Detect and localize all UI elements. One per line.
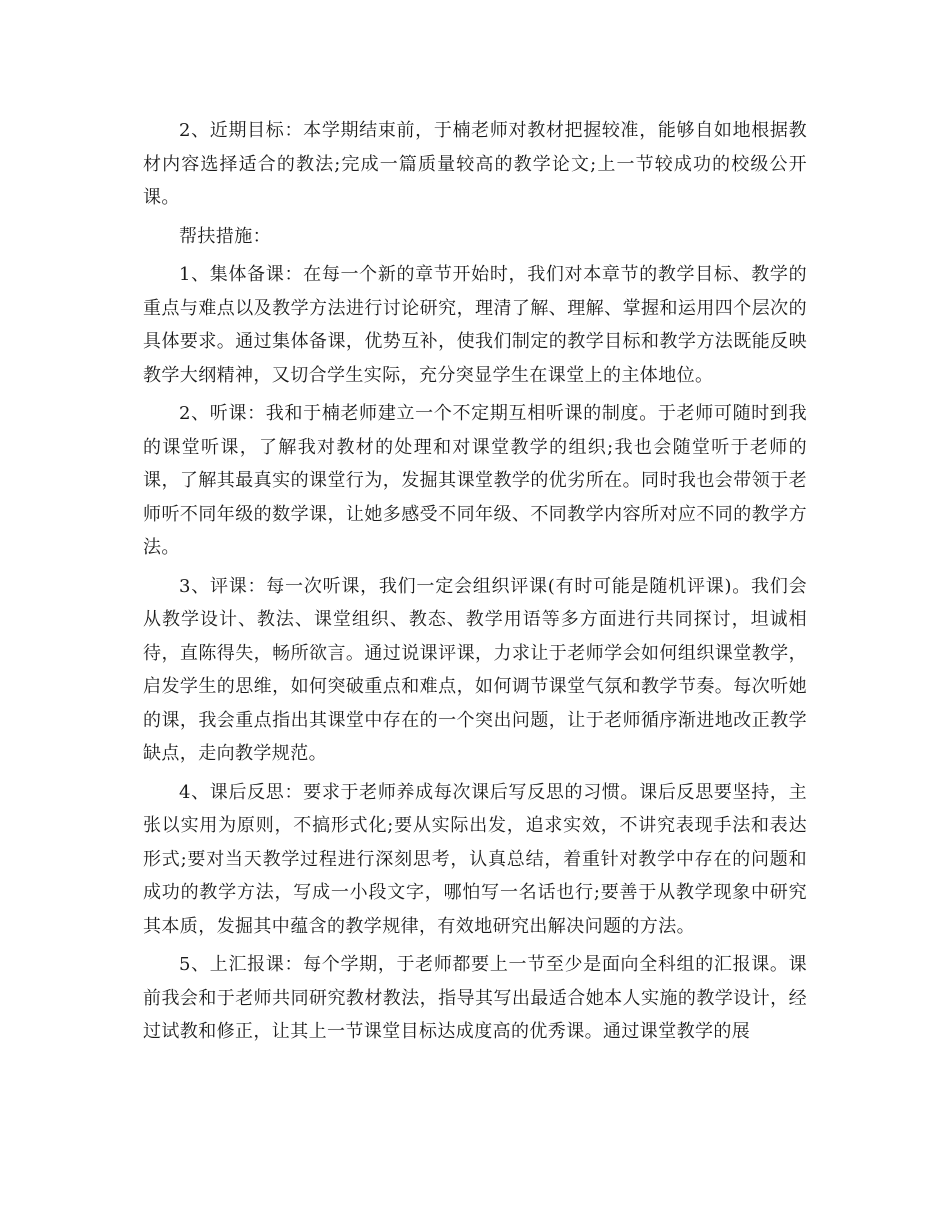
paragraph-report-lesson: 5、上汇报课：每个学期，于老师都要上一节至少是面向全科组的汇报课。课前我会和于老师共同研究教材教法，指导其写出最适合她本人实施的教学设计，经过试教和修正，让其上一节课堂目标达成度高的优秀课。通过课堂教学的展 bbox=[143, 954, 807, 1042]
paragraph-lesson-observation: 2、听课：我和于楠老师建立一个不定期互相听课的制度。于老师可随时到我的课堂听课，了解我对教材的处理和对课堂教学的组织;我也会随堂听于老师的课，了解其最真实的课堂行为，发掘其课堂教学的优劣所在。同时我也会带领于老师听不同年级的数学课，让她多感受不同年级、不同教学内容所对应不同的教学方法。 bbox=[143, 403, 807, 558]
paragraph-after-class-reflection: 4、课后反思：要求于老师养成每次课后写反思的习惯。课后反思要坚持，主张以实用为原则，不搞形式化;要从实际出发，追求实效，不讲究表现手法和表达形式;要对当天教学过程进行深刻思考，认真总结，着重针对教学中存在的问题和成功的教学方法，写成一小段文字，哪怕写一名话也行;要善于从教学现象中研究其本质，发掘其中蕴含的教学规律，有效地研究出解决问题的方法。 bbox=[143, 781, 807, 937]
paragraph-measures-heading: 帮扶措施： bbox=[179, 225, 271, 247]
paragraph-short-term-goal: 2、近期目标：本学期结束前，于楠老师对教材把握较准，能够自如地根据教材内容选择适合的教法;完成一篇质量较高的教学论文;上一节较成功的校级公开课。 bbox=[143, 120, 807, 208]
document-body bbox=[143, 114, 807, 1054]
paragraph-lesson-evaluation: 3、评课：每一次听课，我们一定会组织评课(有时可能是随机评课)。我们会从教学设计、教法、课堂组织、教态、教学用语等多方面进行共同探讨，坦诚相待，直陈得失，畅所欲言。通过说课评课，力求让于老师学会如何组织课堂教学，启发学生的思维，如何突破重点和难点，如何调节课堂气氛和教学节奏。每次听她的课，我会重点指出其课堂中存在的一个突出问题，让于老师循序渐进地改正教学缺点，走向教学规范。 bbox=[143, 575, 807, 764]
paragraph-collective-lesson-prep: 1、集体备课：在每一个新的章节开始时，我们对本章节的教学目标、教学的重点与难点以及教学方法进行讨论研究，理清了解、理解、掌握和运用四个层次的具体要求。通过集体备课，优势互补，使我们制定的教学目标和教学方法既能反映教学大纲精神，又切合学生实际，充分突显学生在课堂上的主体地位。 bbox=[143, 264, 807, 386]
